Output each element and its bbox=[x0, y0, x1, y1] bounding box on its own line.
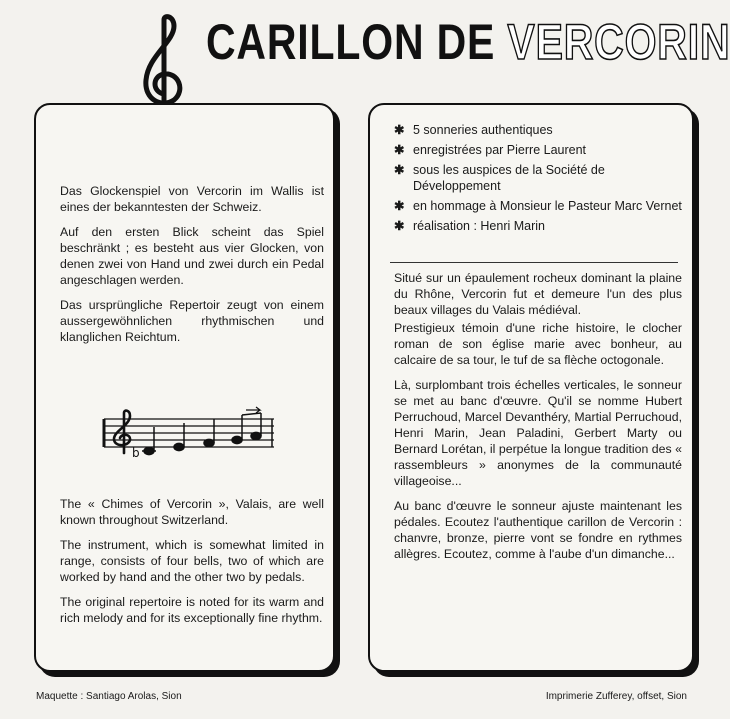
title-part-2: VERCORIN bbox=[507, 14, 730, 70]
svg-text:b: b bbox=[132, 446, 140, 460]
music-notation-icon bbox=[100, 407, 278, 461]
german-text bbox=[60, 183, 324, 354]
credit-item: ✱ sous les auspices de la Société de Développement bbox=[394, 163, 605, 193]
asterisk-icon: ✱ bbox=[394, 219, 405, 233]
french-text bbox=[394, 270, 682, 571]
german-paragraph-2: Auf den ersten Blick scheint das Spiel beschränkt ; es besteht aus vier Glocken, von denen zwei von Hand und zwei durch ein Pedal angeschlagen werden. bbox=[60, 225, 324, 287]
footer-credit-left: Maquette : Santiago Arolas, Sion bbox=[36, 691, 182, 702]
asterisk-icon: ✱ bbox=[394, 199, 405, 213]
french-paragraph-2: Prestigieux témoin d'une riche histoire, le clocher roman de son église marie avec bonheur, au calcaire de sa tour, le tuf de sa flèche octogonale. bbox=[394, 321, 682, 367]
credits-list bbox=[394, 122, 682, 234]
french-paragraph-4: Au banc d'œuvre le sonneur ajuste maintenant les pédales. Ecoutez l'authentique carillon de Vercorin : chanvre, bronze, pierre vont se fondre en rythmes allègres. Ecoutez, comme à l'aube d'un dimanche... bbox=[394, 499, 682, 561]
english-paragraph-1: The « Chimes of Vercorin », Valais, are well known throughout Switzerland. bbox=[60, 497, 324, 527]
divider bbox=[390, 262, 678, 263]
left-text-panel bbox=[34, 103, 335, 672]
credit-item: ✱ en hommage à Monsieur le Pasteur Marc Vernet bbox=[394, 199, 682, 213]
title-part-1: CARILLON DE bbox=[206, 14, 496, 70]
footer-credit-right: Imprimerie Zufferey, offset, Sion bbox=[545, 691, 687, 702]
german-paragraph-1: Das Glockenspiel von Vercorin im Wallis ist eines der bekanntesten der Schweiz. bbox=[60, 184, 324, 214]
asterisk-icon: ✱ bbox=[394, 143, 405, 157]
asterisk-icon: ✱ bbox=[394, 123, 405, 137]
asterisk-icon: ✱ bbox=[394, 163, 405, 177]
credit-item: ✱ réalisation : Henri Marin bbox=[394, 219, 545, 233]
english-text bbox=[60, 496, 324, 635]
english-paragraph-2: The instrument, which is somewhat limited in range, consists of four bells, two of which are worked by hand and the other two by pedals. bbox=[60, 538, 324, 584]
right-text-panel bbox=[368, 103, 694, 672]
french-paragraph-3: Là, surplombant trois échelles verticales, le sonneur se met au banc d'œuvre. Qu'il se nomme Hubert Perruchoud, Marcel Devanthéry, Martial Perruchoud, Henri Marin, Jean Paladini, Gerbert Marty ou Bernard Lorétan, il perpétue la longue tradition des « rassembleurs » anonymes de la communauté villageoise... bbox=[394, 378, 682, 488]
german-paragraph-3: Das ursprüngliche Repertoir zeugt von einem aussergewöhnlichen rhythmischen und klanglichen Reichtum. bbox=[60, 298, 324, 344]
english-paragraph-3: The original repertoire is noted for its warm and rich melody and for its exceptionally fine rhythm. bbox=[60, 595, 324, 625]
french-paragraph-1: Situé sur un épaulement rocheux dominant la plaine du Rhône, Vercorin fut et demeure l'un des plus beaux villages du Valais médiéval. bbox=[394, 271, 682, 317]
album-title bbox=[206, 12, 730, 72]
credits-list-wrap bbox=[394, 122, 682, 238]
credit-item: ✱ 5 sonneries authentiques bbox=[394, 123, 553, 137]
credit-item: ✱ enregistrées par Pierre Laurent bbox=[394, 143, 587, 157]
